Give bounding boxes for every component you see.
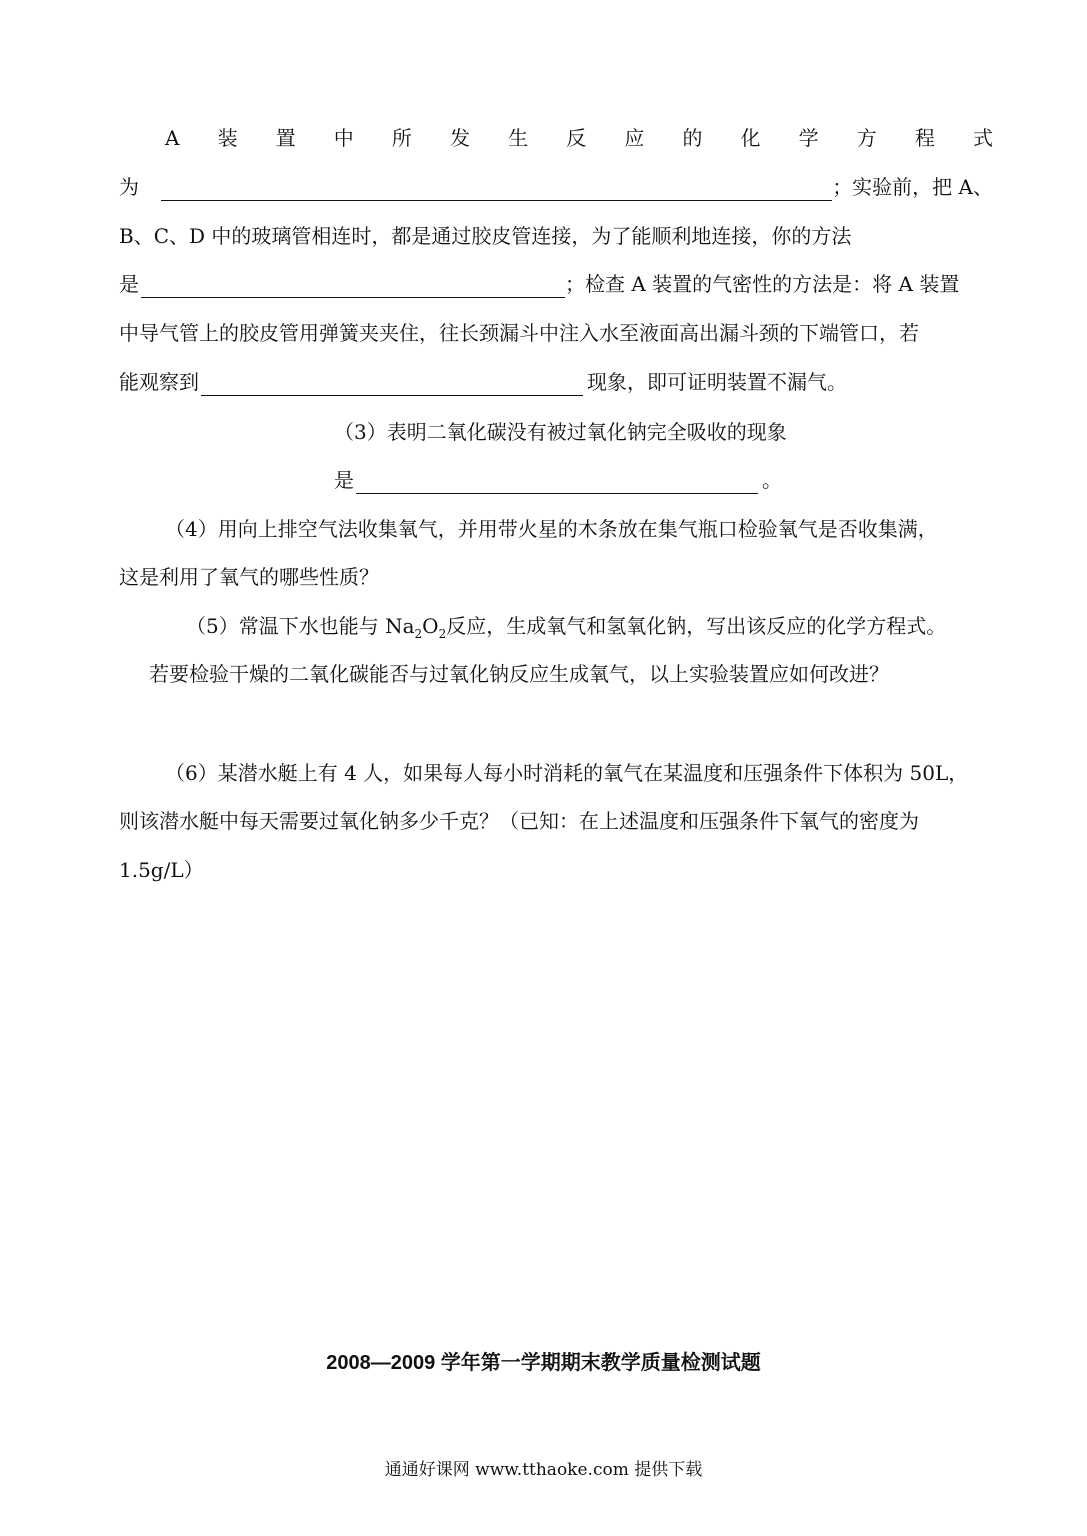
char: 发 (450, 126, 470, 150)
char: 式 (972, 126, 993, 150)
q6-line2: 则该潜水艇中每天需要过氧化钠多少千克？（已知：在上述温度和压强条件下氧气的密度为 (119, 809, 919, 833)
text: ；实验前，把 A、 (832, 175, 993, 199)
answer-blank[interactable] (141, 277, 565, 298)
p1-line5: 中导气管上的胶皮管用弹簧夹夹住，往长颈漏斗中注入水至液面高出漏斗颈的下端管口，若 (119, 321, 919, 345)
text: 为 (119, 175, 139, 199)
char: 程 (914, 126, 935, 150)
q5-line1 (186, 612, 993, 648)
char: 生 (508, 126, 529, 150)
text: 。 (762, 468, 782, 492)
text: 是 (334, 468, 354, 492)
q3-line1: （3）表明二氧化碳没有被过氧化钠完全吸收的现象 (334, 420, 787, 444)
answer-blank[interactable] (161, 180, 832, 201)
char: 反 (566, 126, 587, 150)
char: 的 (682, 126, 703, 150)
q4-line1: （4）用向上排空气法收集氧气，并用带火星的木条放在集气瓶口检验氧气是否收集满， (165, 517, 938, 541)
p1-line2 (119, 173, 993, 201)
q6-line1: （6）某潜水艇上有 4 人，如果每人每小时消耗的氧气在某温度和压强条件下体积为 50L， (165, 761, 969, 785)
p1-line6 (119, 368, 993, 396)
subscript: 2 (438, 627, 447, 641)
page-footer: 通通好课网 www.tthaoke.com 提供下载 (384, 1460, 703, 1480)
text: ；检查 A 装置的气密性的方法是：将 A 装置 (565, 272, 960, 296)
char: 学 (798, 126, 819, 150)
char: 所 (391, 126, 412, 150)
q3-line2 (334, 466, 934, 494)
text: （5）常温下水也能与 Na (186, 614, 415, 638)
p1-line4 (119, 270, 993, 298)
char: 中 (333, 126, 354, 150)
section-title: 2008—2009 学年第一学期期末教学质量检测试题 (326, 1352, 761, 1374)
text: 能观察到 (119, 370, 199, 394)
subscript: 2 (414, 627, 423, 641)
char: A (165, 126, 180, 150)
spread-line (165, 124, 993, 152)
char: 置 (275, 126, 296, 150)
q6-line3: 1.5g/L） (119, 858, 204, 882)
char: 化 (740, 126, 761, 150)
q4-line2: 这是利用了氧气的哪些性质？ (119, 565, 379, 589)
char: 装 (217, 126, 238, 150)
text: 是 (119, 272, 139, 296)
p1-line3: B、C、D 中的玻璃管相连时，都是通过胶皮管连接，为了能顺利地连接，你的方法 (119, 224, 852, 248)
q5-line2: 若要检验干燥的二氧化碳能否与过氧化钠反应生成氧气，以上实验装置应如何改进？ (149, 662, 889, 686)
char: 应 (624, 126, 645, 150)
text: 反应，生成氧气和氢氧化钠，写出该反应的化学方程式。 (446, 614, 947, 638)
text: O (422, 614, 439, 638)
answer-blank[interactable] (356, 473, 758, 494)
char: 方 (856, 126, 877, 150)
answer-blank[interactable] (201, 375, 583, 396)
text: 现象，即可证明装置不漏气。 (587, 370, 847, 394)
